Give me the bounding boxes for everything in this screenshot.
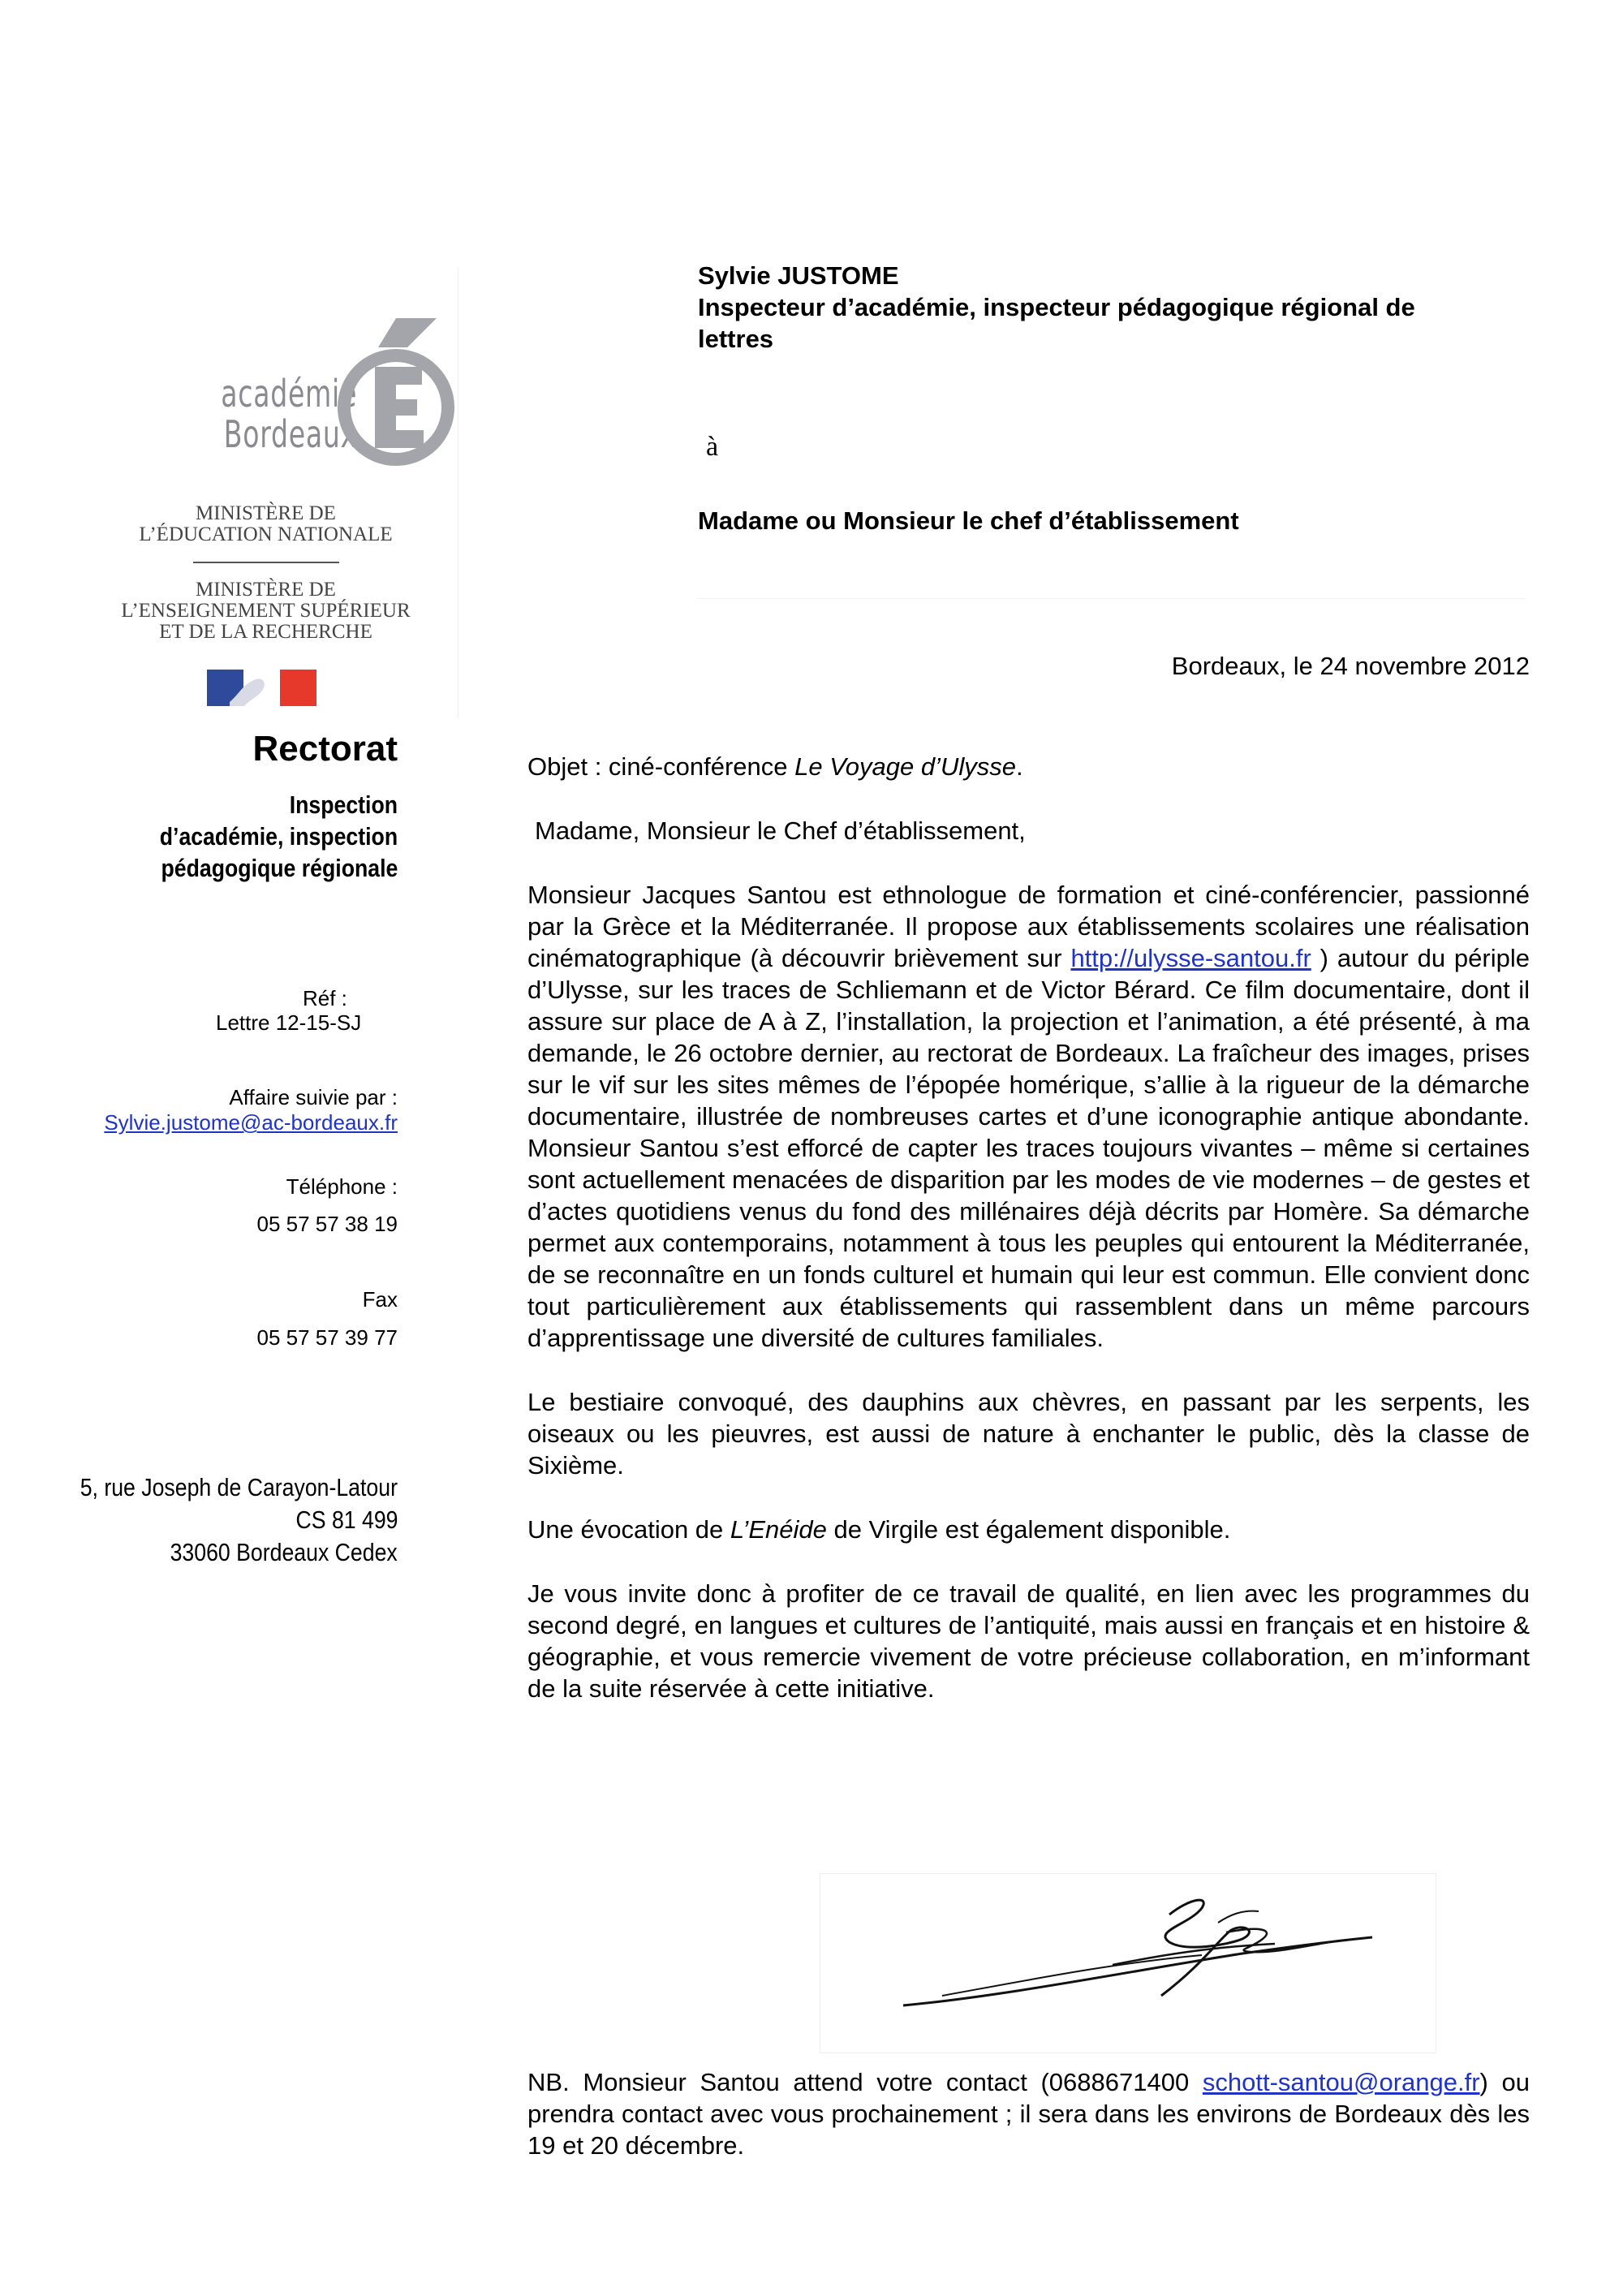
- logo-word-bordeaux: Bordeaux: [223, 412, 357, 456]
- affaire-email-link[interactable]: Sylvie.justome@ac-bordeaux.fr: [104, 1110, 398, 1135]
- ulysse-website-link[interactable]: http://ulysse-santou.fr: [1070, 944, 1311, 972]
- paragraph-1-text-b: ) autour du périple d’Ulysse, sur les traces de Schliemann et de Victor Bérard. Ce film documentaire, dont il assure sur place de A à Z, l’installation, la projection et l’animation, a été présenté, à ma demande, le 26 octobre dernier, au rectorat de Bordeaux. La fraîcheur des images, prises sur le vif sur les sites mêmes de l’épopée homérique, s’allie à la rigueur de la démarche documentaire, illustrée de nombreuses cartes et d’une iconographie antique abondante. Monsieur Santou s’est efforcé de capter les traces toujours vivantes – même si certaines sont actuellement menacées de disparition par les modes de vie modernes – de gestes et d’actes quotidiens venus du fond des millénaires déjà décrits par Homère. Sa démarche permet aux contemporains, notamment à tous les peuples qui entourent la Méditerranée, de se reconnaître en un fonds culturel et humain qui leur est commun. Elle convient donc tout particulièrement aux établissements qui rassemblent dans un même parcours d’apprentissage une diversité de cultures familiales.: [527, 944, 1530, 1352]
- address-line3: 33060 Bordeaux Cedex: [170, 1538, 398, 1566]
- paragraph-2: Le bestiaire convoqué, des dauphins aux chèvres, en passant par les serpents, les oiseaux ou les pieuvres, est aussi de nature à enchanter le public, dès la classe de Sixième.: [527, 1388, 1530, 1480]
- ministry-higher-ed-line1: MINISTÈRE DE: [196, 579, 336, 601]
- inspection-line2: d’académie, inspection: [159, 822, 398, 851]
- fax-value: 05 57 57 39 77: [256, 1325, 398, 1350]
- ministry-higher-ed-line2: L’ENSEIGNEMENT SUPÉRIEUR: [121, 600, 411, 622]
- nb-note: [527, 2066, 1530, 2161]
- academie-e-emblem-icon: [333, 317, 458, 471]
- header-separator: [698, 598, 1526, 599]
- inspection-line3: pédagogique régionale: [161, 854, 398, 882]
- paragraph-3-suffix: de Virgile est également disponible.: [826, 1515, 1231, 1544]
- address-line2: CS 81 499: [295, 1506, 398, 1534]
- republic-flag-icon: [207, 670, 316, 706]
- letter-salutation: Madame, Monsieur le Chef d’établissement,: [535, 816, 1026, 845]
- nb-text-a: NB. Monsieur Santou attend votre contact (0688671400: [527, 2068, 1203, 2096]
- sender-name: Sylvie JUSTOME: [698, 261, 899, 290]
- signature-box: [820, 1873, 1436, 2053]
- letter-body: [527, 751, 1530, 1704]
- paragraph-3-prefix: Une évocation de: [527, 1515, 730, 1544]
- handwritten-signature: [820, 1874, 1436, 2053]
- paragraph-4: Je vous invite donc à profiter de ce travail de qualité, en lien avec les programmes du second degré, en langues et cultures de l’antiquité, mais aussi en français et en histoire & géographie, et vous remercie vivement de votre précieuse collaboration, en m’informant de la suite réservée à cette initiative.: [527, 1579, 1530, 1703]
- subject-suffix: .: [1015, 752, 1023, 781]
- ministry-divider: [193, 562, 339, 563]
- santou-email-link[interactable]: schott-santou@orange.fr: [1202, 2068, 1480, 2096]
- sender-title-line1: Inspecteur d’académie, inspecteur pédagogique régional de: [698, 293, 1415, 321]
- ref-value: Lettre 12-15-SJ: [216, 1010, 362, 1035]
- to-word: à: [706, 432, 719, 462]
- subject-prefix: Objet : ciné-conférence: [527, 752, 795, 781]
- subject-film-title: Le Voyage d’Ulysse: [794, 752, 1016, 781]
- ministry-education-line2: L’ÉDUCATION NATIONALE: [139, 523, 393, 545]
- sender-title-line2: lettres: [698, 325, 774, 353]
- paragraph-1: [527, 879, 1530, 1354]
- academie-logo-block: [73, 268, 458, 718]
- recipient-line: Madame ou Monsieur le chef d’établissement: [698, 506, 1239, 535]
- address-line1: 5, rue Joseph de Carayon-Latour: [80, 1473, 398, 1501]
- phone-value: 05 57 57 38 19: [256, 1212, 398, 1236]
- inspection-line1: Inspection: [289, 790, 398, 819]
- fax-label: Fax: [362, 1287, 398, 1312]
- paragraph-1-text-a: Monsieur Jacques Santou est ethnologue de formation et ciné-conférencier, passionné par la Grèce et la Méditerranée. Il propose aux établissements scolaires une réalisation cinématographique (à découvrir brièvement sur: [527, 881, 1530, 972]
- paragraph-3: [527, 1514, 1530, 1545]
- logo-word-academie: académie: [221, 372, 357, 416]
- eneide-title: L’Enéide: [730, 1515, 827, 1544]
- phone-label: Téléphone :: [286, 1174, 398, 1199]
- nb-text-b: ) ou prendra contact avec vous prochainement ; il sera dans les environs de Bordeaux dès les 19 et 20 décembre.: [527, 2068, 1530, 2160]
- ref-label: Réf :: [303, 986, 347, 1010]
- ministry-higher-ed-line3: ET DE LA RECHERCHE: [159, 621, 372, 643]
- rectorat-title: Rectorat: [252, 729, 398, 769]
- letter-subject: [527, 751, 1530, 782]
- affaire-label: Affaire suivie par :: [229, 1085, 398, 1109]
- letter-date: Bordeaux, le 24 novembre 2012: [1171, 652, 1530, 680]
- ministry-education-line1: MINISTÈRE DE: [196, 502, 336, 524]
